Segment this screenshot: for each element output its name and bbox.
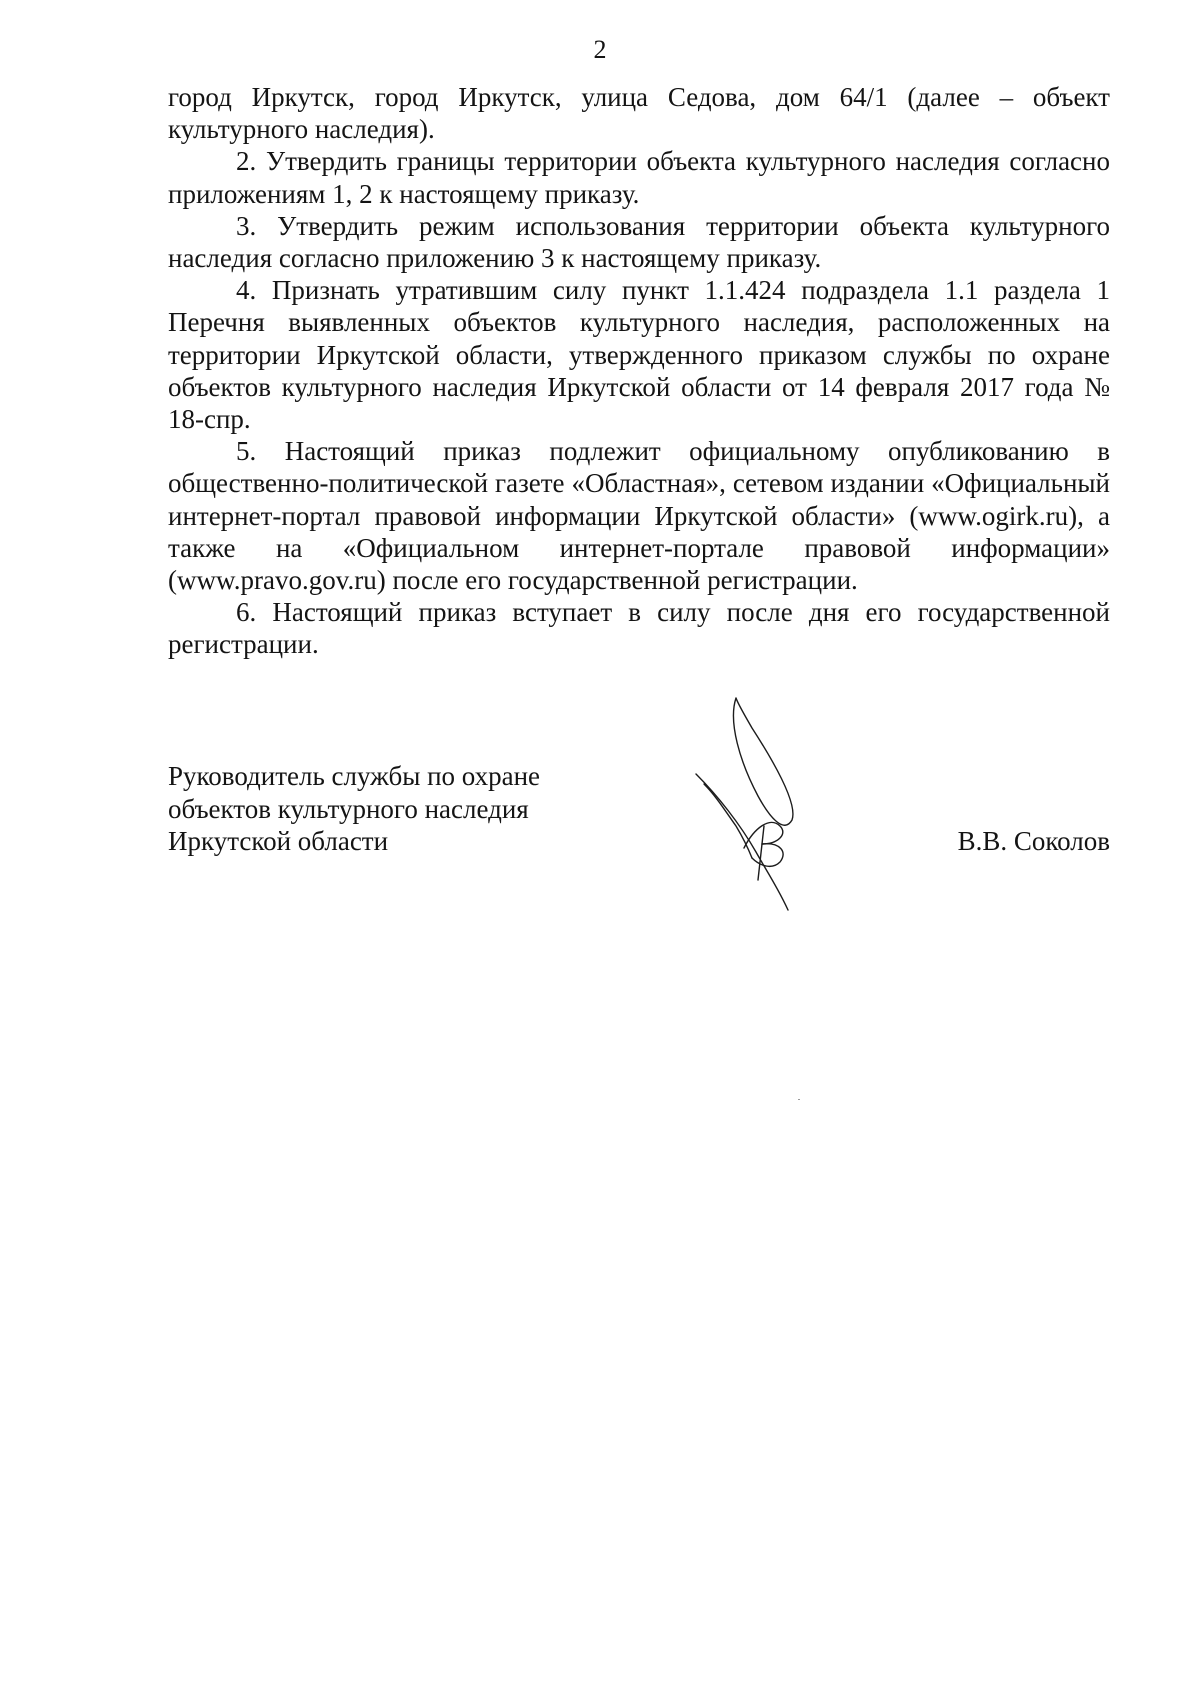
signer-title-line: объектов культурного наследия: [168, 793, 529, 824]
signer-title-line: Руководитель службы по охране: [168, 761, 541, 791]
paragraph-continuation: город Иркутск, город Иркутск, улица Седова, дом 64/1 (далее – объект культурного наследия).: [168, 82, 1110, 145]
paragraph-item-6: 6. Настоящий приказ вступает в силу после дня его государственной регистрации.: [168, 597, 1110, 660]
page-number: 2: [593, 35, 607, 64]
signature-block: [168, 760, 1110, 858]
signer-title-line: Иркутской области: [168, 826, 389, 856]
signer-name: В.В. Соколов: [957, 826, 1110, 856]
paragraph-item-3: 3. Утвердить режим использования территории объекта культурного наследия согласно приложению 3 к настоящему приказу.: [168, 210, 1110, 274]
order-body: [168, 81, 1110, 661]
paragraph-item-5: 5. Настоящий приказ подлежит официальному опубликованию в общественно-политической газете «Областная», сетевом издании «Официальный интернет-портал правовой информации Иркутской области» (www.ogirk.ru), а также на «Официальном интернет-портале правовой информации» (www.pravo.gov.ru) после его государственной регистрации.: [168, 436, 1110, 596]
scan-speck: [798, 1099, 800, 1100]
paragraph-item-4: 4. Признать утратившим силу пункт 1.1.424 подраздела 1.1 раздела 1 Перечня выявленных объектов культурного наследия, расположенных на территории Иркутской области, утвержденного приказом службы по охране объектов культурного наследия Иркутской области от 14 февраля 2017 года № 18-спр.: [168, 275, 1110, 435]
paragraph-item-2: 2. Утвердить границы территории объекта культурного наследия согласно приложениям 1, 2 к настоящему приказу.: [168, 146, 1110, 209]
